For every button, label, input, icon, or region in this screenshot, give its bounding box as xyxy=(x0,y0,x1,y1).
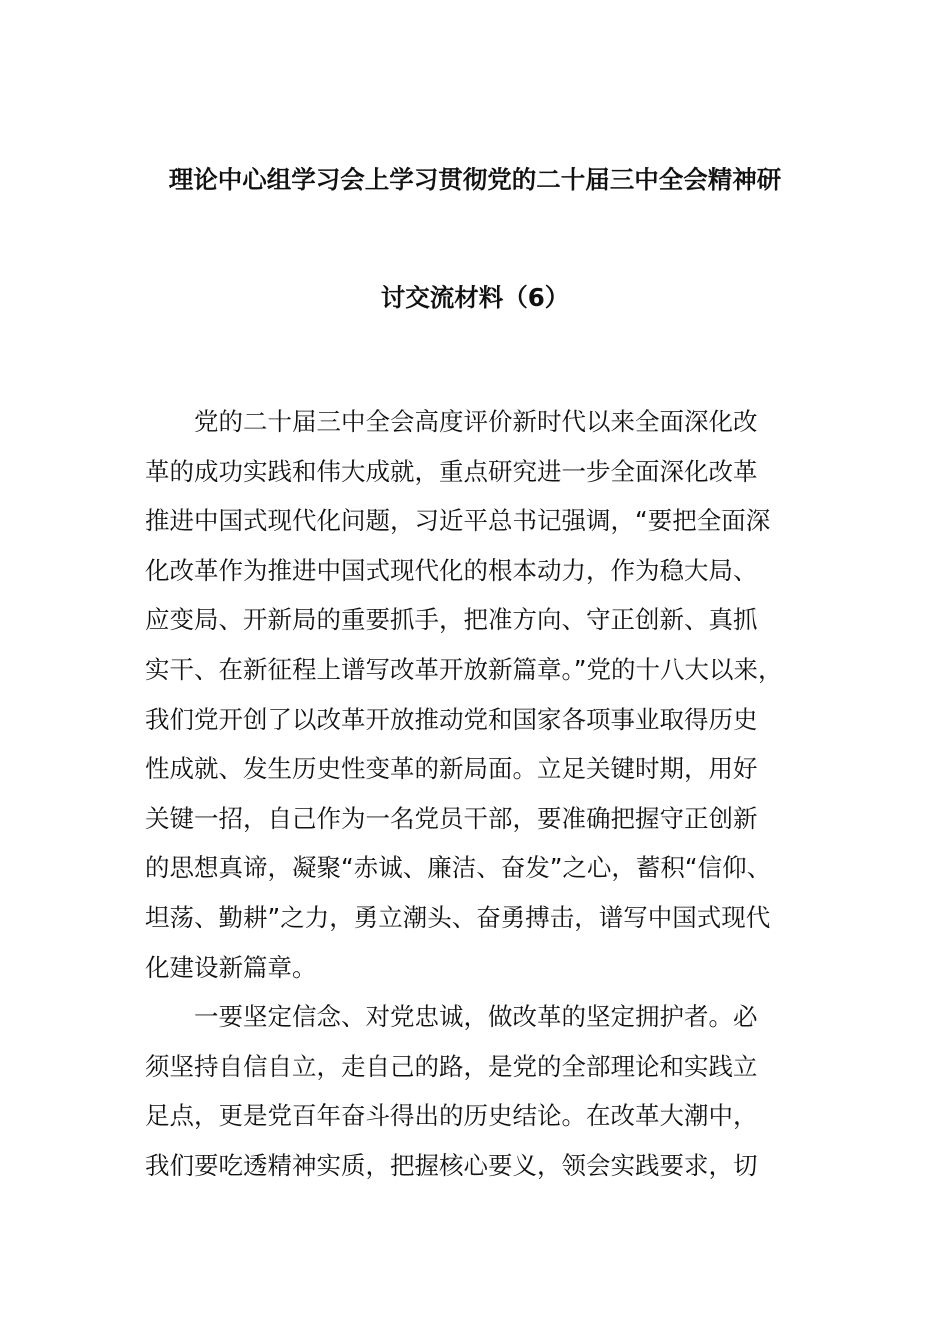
text-line: 我们要吃透精神实质，把握核心要义，领会实践要求，切 xyxy=(145,1150,758,1180)
text-line: 性成就、发生历史性变革的新局面。立足关键时期，用好 xyxy=(145,754,758,784)
text-line: 化建设新篇章。 xyxy=(145,952,317,982)
text-line: 革的成功实践和伟大成就，重点研究进一步全面深化改革 xyxy=(145,456,758,486)
text-line: 关键一招，自己作为一名党员干部，要准确把握守正创新 xyxy=(145,803,758,833)
text-line: 一要坚定信念、对党忠诚，做改革的坚定拥护者。必 xyxy=(194,1002,758,1032)
text-line: 化改革作为推进中国式现代化的根本动力，作为稳大局、 xyxy=(145,555,758,585)
text-line: 党的二十届三中全会高度评价新时代以来全面深化改 xyxy=(194,407,758,436)
text-line: 坦荡、勤耕”之力，勇立潮头、奋勇搏击，谱写中国式现代 xyxy=(145,902,771,932)
document-title-line-1: 理论中心组学习会上学习贯彻党的二十届三中全会精神研 xyxy=(168,165,782,194)
paragraph-1 xyxy=(145,402,845,997)
text-line: 实干、在新征程上谱写改革开放新篇章。”党的十八大以来， xyxy=(145,654,783,684)
text-line: 足点，更是党百年奋斗得出的历史结论。在改革大潮中， xyxy=(145,1101,758,1131)
document-body xyxy=(145,402,845,1196)
text-line: 须坚持自信自立，走自己的路，是党的全部理论和实践立 xyxy=(145,1051,758,1081)
text-line: 推进中国式现代化问题，习近平总书记强调，“要把全面深 xyxy=(145,506,771,536)
text-line: 我们党开创了以改革开放推动党和国家各项事业取得历史 xyxy=(145,704,758,734)
text-line: 的思想真谛，凝聚“赤诚、廉洁、奋发”之心，蓄积“信仰、 xyxy=(145,853,772,883)
paragraph-2 xyxy=(145,997,845,1195)
text-line: 应变局、开新局的重要抓手，把准方向、守正创新、真抓 xyxy=(145,605,758,635)
document-title-line-2: 讨交流材料（6） xyxy=(380,283,570,312)
